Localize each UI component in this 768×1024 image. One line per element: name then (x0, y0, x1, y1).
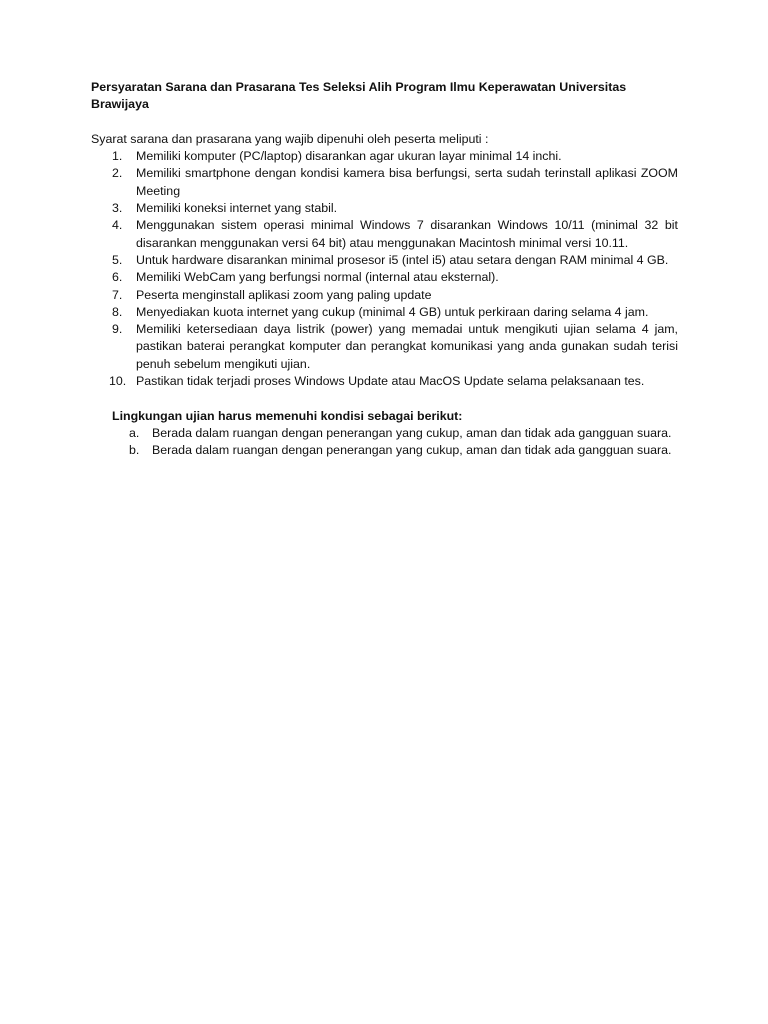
list-item-text: Memiliki komputer (PC/laptop) disarankan agar ukuran layar minimal 14 inchi. (136, 149, 562, 164)
list-item-text: Memiliki WebCam yang berfungsi normal (internal atau eksternal). (136, 270, 499, 285)
list-item (91, 200, 678, 217)
requirements-intro: Syarat sarana dan prasarana yang wajib dipenuhi oleh peserta meliputi : (91, 131, 489, 146)
list-item-text: Memiliki ketersediaan daya listrik (power) yang memadai untuk mengikuti ujian selama 4 jam, pastikan baterai perangkat komputer dan perangkat komunikasi yang anda gunakan sudah terisi penuh sebelum mengikuti ujian. (136, 322, 678, 371)
list-item-text: Memiliki smartphone dengan kondisi kamera bisa berfungsi, serta sudah terinstall aplikasi ZOOM Meeting (136, 166, 678, 198)
list-item-number: 8. (112, 304, 123, 319)
list-item (91, 217, 678, 252)
environment-list (91, 425, 678, 460)
list-item-text: Untuk hardware disarankan minimal prosesor i5 (intel i5) atau setara dengan RAM minimal 4 GB. (136, 252, 669, 267)
list-item-number: 10. (109, 374, 127, 389)
environment-heading: Lingkungan ujian harus memenuhi kondisi sebagai berikut: (112, 408, 463, 423)
list-item-number: 4. (112, 218, 123, 233)
list-item-letter: a. (129, 425, 140, 440)
list-item (91, 148, 678, 165)
list-item-number: 3. (112, 201, 123, 216)
list-item (91, 373, 678, 390)
list-item-text: Menggunakan sistem operasi minimal Windows 7 disarankan Windows 10/11 (minimal 32 bit disarankan menggunakan versi 64 bit) atau menggunakan Macintosh minimal versi 10.11. (136, 218, 678, 250)
list-item (91, 287, 678, 304)
list-item-number: 5. (112, 252, 123, 267)
list-item-text: Menyediakan kuota internet yang cukup (minimal 4 GB) untuk perkiraan daring selama 4 jam. (136, 304, 649, 319)
list-item-letter: b. (129, 443, 140, 458)
requirements-list (91, 148, 678, 390)
list-item (91, 252, 678, 269)
document-title: Persyaratan Sarana dan Prasarana Tes Seleksi Alih Program Ilmu Keperawatan Universitas Brawijaya (91, 80, 627, 112)
list-item-text: Pastikan tidak terjadi proses Windows Update atau MacOS Update selama pelaksanaan tes. (136, 374, 645, 389)
list-item-number: 6. (112, 270, 123, 285)
list-item-number: 9. (112, 322, 123, 337)
document-body (91, 79, 678, 460)
list-item-text: Peserta menginstall aplikasi zoom yang paling update (136, 287, 432, 302)
list-item (91, 442, 678, 459)
list-item (91, 321, 678, 373)
list-item (91, 165, 678, 200)
list-item-text: Berada dalam ruangan dengan penerangan yang cukup, aman dan tidak ada gangguan suara. (152, 425, 672, 440)
list-item-text: Memiliki koneksi internet yang stabil. (136, 201, 338, 216)
list-item-number: 2. (112, 166, 123, 181)
list-item-text: Berada dalam ruangan dengan penerangan yang cukup, aman dan tidak ada gangguan suara. (152, 443, 672, 458)
list-item-number: 1. (112, 149, 123, 164)
list-item (91, 269, 678, 286)
list-item (91, 425, 678, 442)
list-item-number: 7. (112, 287, 123, 302)
list-item (91, 304, 678, 321)
